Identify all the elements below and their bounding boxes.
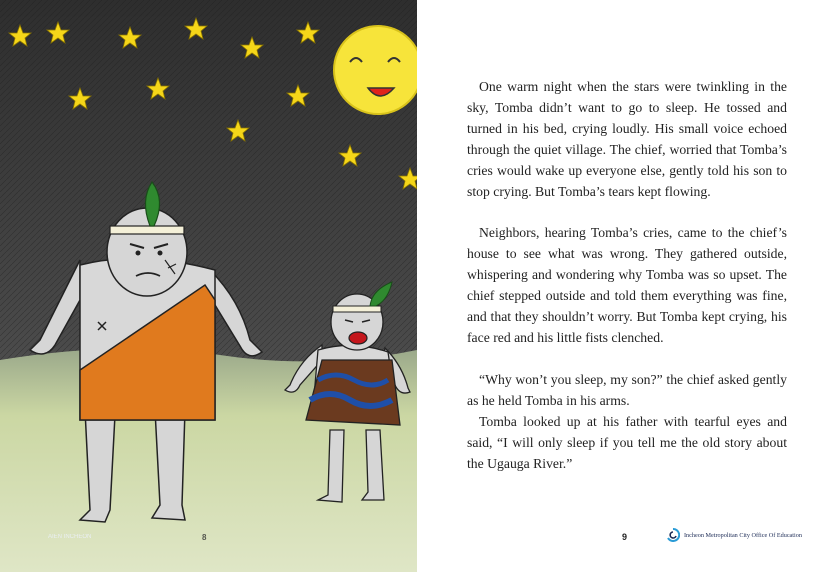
moon [334, 26, 417, 114]
story-paragraph: “Why won’t you sleep, my son?” the chief asked gently as he held Tomba in his arms. [467, 371, 787, 408]
publisher-footer [666, 528, 802, 542]
story-paragraph: Tomba looked up at his father with tearful eyes and said, “I will only sleep if you tell me the old story about the Ugauga River.” [467, 413, 787, 471]
text-page [417, 0, 835, 572]
publisher-name: Incheon Metropolitan City Office Of Education [684, 531, 802, 539]
left-watermark: AIEN INCHEON [48, 534, 92, 540]
story-illustration [0, 0, 417, 572]
publisher-logo-icon [666, 528, 680, 542]
illustration-page [0, 0, 417, 572]
story-text [467, 77, 787, 474]
story-paragraph: Neighbors, hearing Tomba’s cries, came to the chief’s house to see what was wrong. They gathered outside, whispering and wondering why Tomba was so upset. The chief stepped outside and told them everything was fine, and that they shouldn’t worry. But Tomba kept crying, his face red and his little fists clenched. [467, 225, 787, 345]
story-paragraph: One warm night when the stars were twinkling in the sky, Tomba didn’t want to go to sleep. He tossed and turned in his bed, crying loudly. His small voice echoed through the quiet village. The chief, worried that Tomba’s cries would wake up everyone else, gently told his son to stop crying. But Tomba’s tears kept flowing. [467, 79, 787, 199]
page-number: 9 [622, 532, 628, 542]
left-page-number: 8 [202, 533, 207, 542]
